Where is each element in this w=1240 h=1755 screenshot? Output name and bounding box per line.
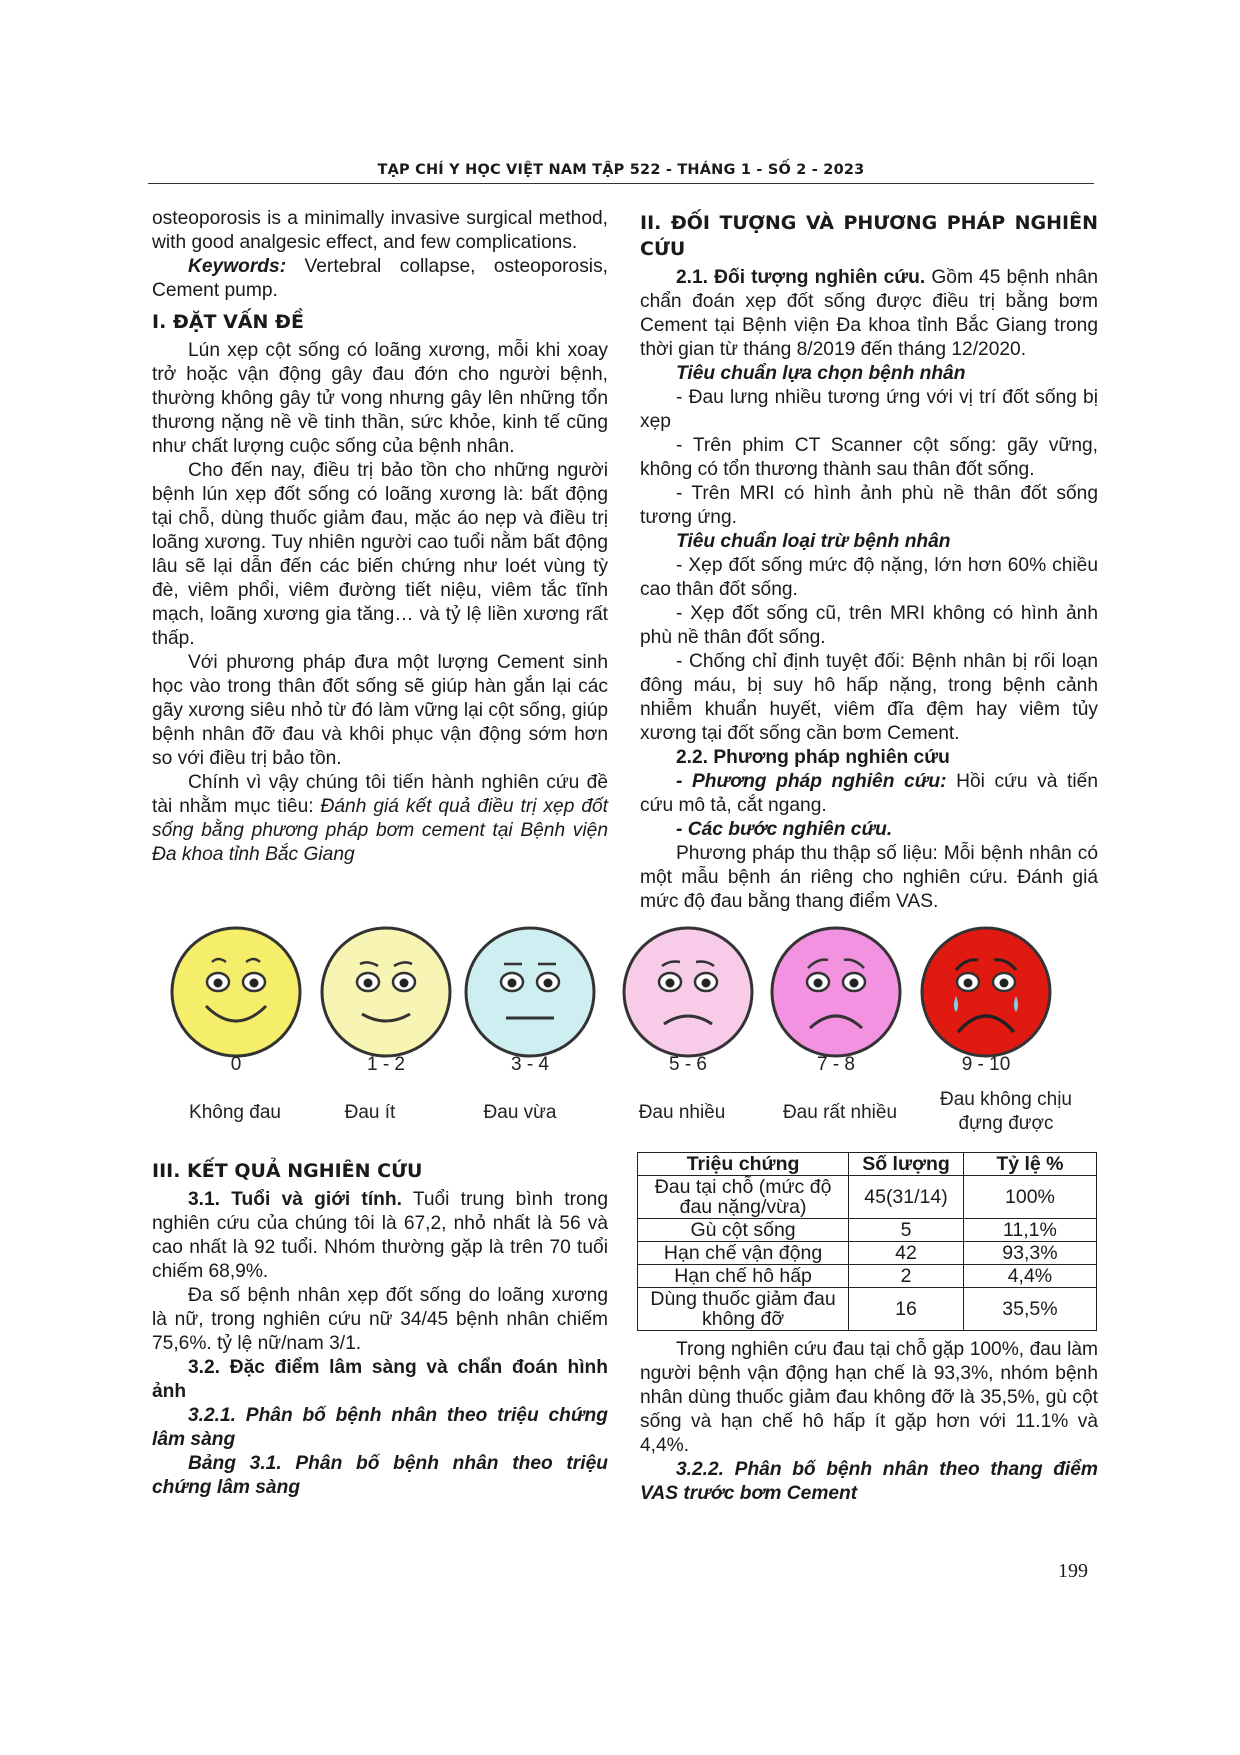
inclusion-item: - Trên phim CT Scanner cột sống: gãy vững, không có tổn thương thành sau thân đốt sống.: [640, 435, 1098, 480]
intro-paragraph-4: [152, 771, 608, 867]
subjects-paragraph: [640, 266, 1098, 362]
vas-pain-scale-figure: [160, 916, 1100, 1150]
exclusion-title: Tiêu chuẩn loại trừ bệnh nhân: [676, 531, 951, 552]
keywords-text: Vertebral collapse, osteoporosis, Cement pump.: [152, 256, 608, 301]
table-row: [638, 1242, 1097, 1265]
table-cell: Hạn chế hô hấp: [638, 1265, 849, 1288]
intro-paragraph-1: Lún xẹp cột sống có loãng xương, mỗi khi xoay trở hoặc vận động gây đau đớn cho người bệnh, thường không gây tử vong nhưng gây lên những tổn thương nặng nề về tinh thần, sức khỏe, kinh tế cũng như chất lượng cuộc sống của bệnh nhân.: [152, 340, 608, 457]
section-1-title: I. ĐẶT VẤN ĐỀ: [152, 311, 304, 333]
face-unbearable-pain: [922, 928, 1050, 1056]
exclusion-item: - Xẹp đốt sống cũ, trên MRI không có hình ảnh phù nề thân đốt sống.: [640, 603, 1098, 648]
method-text: Hồi cứu và tiến cứu mô tả, cắt ngang.: [640, 771, 1098, 816]
table-cell: 93,3%: [963, 1242, 1096, 1265]
page-number: 199: [1058, 1560, 1088, 1582]
vas-score: 1 - 2: [366, 1054, 406, 1075]
face-very-severe-pain: [772, 928, 900, 1056]
vas-score: 5 - 6: [668, 1054, 708, 1075]
vas-label: Đau vừa: [483, 1102, 557, 1123]
table-caption: Bảng 3.1. Phân bố bệnh nhân theo triệu chứng lâm sàng: [152, 1453, 608, 1498]
table-cell: Đau tại chỗ (mức độ đau nặng/vừa): [638, 1176, 849, 1219]
gender-paragraph: Đa số bệnh nhân xẹp đốt sống do loãng xương là nữ, trong nghiên cứu nữ 34/45 bệnh nhân chiếm 75,6%. tỷ lệ nữ/nam 3/1.: [152, 1285, 608, 1354]
exclusion-item: - Chống chỉ định tuyệt đối: Bệnh nhân bị rối loạn đông máu, bị suy hô hấp nặng, trong bệnh cảnh nhiễm khuẩn huyết, viêm đĩa đệm hay viêm tủy xương tại đốt sống cần bơm Cement.: [640, 651, 1098, 744]
vas-label-line: Đau không chịu: [939, 1089, 1073, 1110]
running-header: TẠP CHÍ Y HỌC VIỆT NAM TẬP 522 - THÁNG 1 - SỐ 2 - 2023: [377, 162, 865, 178]
s321-title: 3.2.1. Phân bố bệnh nhân theo triệu chứng lâm sàng: [152, 1405, 608, 1450]
section-2-title: II. ĐỐI TƯỢNG VÀ PHƯƠNG PHÁP NGHIÊN CỨU: [640, 212, 1098, 260]
table-cell: Gù cột sống: [638, 1219, 849, 1242]
table-cell: 4,4%: [963, 1265, 1096, 1288]
method-paragraph: [640, 770, 1098, 818]
vas-label: Đau nhiều: [638, 1102, 726, 1123]
vas-score: 3 - 4: [510, 1054, 550, 1075]
intro-paragraph-3: Với phương pháp đưa một lượng Cement sinh học vào trong thân đốt sống sẽ giúp hàn gắn lại các gãy xương siêu nhỏ từ đó làm vững lại cột sống, giúp bệnh nhân đỡ đau và khôi phục vận động sớm hơn so với điều trị bảo tồn.: [152, 652, 608, 769]
results-paragraph: Trong nghiên cứu đau tại chỗ gặp 100%, đau làm người bệnh vận động hạn chế là 93,3%, nhóm bệnh nhân dùng thuốc giảm đau không đỡ là 35,5%, gù cột sống và hạn chế hô hấp ít gặp hơn với 11.1% và 4,4%.: [640, 1339, 1098, 1456]
table-cell: 2: [849, 1265, 964, 1288]
s322-title: 3.2.2. Phân bố bệnh nhân theo thang điểm VAS trước bơm Cement: [640, 1459, 1098, 1504]
vas-label: Đau rất nhiều: [782, 1102, 898, 1123]
s21-title: 2.1. Đối tượng nghiên cứu.: [676, 267, 926, 288]
table-cell: 100%: [963, 1176, 1096, 1219]
left-column-top: [152, 207, 608, 867]
table-header: Tỷ lệ %: [963, 1153, 1096, 1176]
table-row: [638, 1219, 1097, 1242]
face-severe-pain: [624, 928, 752, 1056]
face-no-pain: [172, 928, 300, 1056]
table-cell: 45(31/14): [849, 1176, 964, 1219]
s22-title: 2.2. Phương pháp nghiên cứu: [676, 747, 950, 768]
vas-score: 9 - 10: [961, 1054, 1011, 1075]
table-cell: 5: [849, 1219, 964, 1242]
exclusion-item: - Xẹp đốt sống mức độ nặng, lớn hơn 60% chiều cao thân đốt sống.: [640, 555, 1098, 600]
objective-lead: Chính vì vậy chúng tôi tiến hành nghiên cứu đề tài nhằm mục tiêu:: [152, 772, 608, 817]
table-row: [638, 1265, 1097, 1288]
steps-label: - Các bước nghiên cứu.: [676, 819, 893, 840]
table-row: [638, 1288, 1097, 1331]
vas-label: [916, 1088, 1096, 1136]
left-column-bottom: [152, 1158, 608, 1500]
abstract-tail: osteoporosis is a minimally invasive surgical method, with good analgesic effect, and few complications.: [152, 208, 608, 253]
method-label: - Phương pháp nghiên cứu:: [676, 771, 947, 792]
vas-score: 0: [230, 1054, 242, 1075]
symptom-table: [637, 1152, 1097, 1331]
objective-text: Đánh giá kết quả điều trị xẹp đốt sống bằng phương pháp bơm cement tại Bệnh viện Đa khoa tỉnh Bắc Giang: [152, 796, 608, 865]
s21-text: Gồm 45 bệnh nhân chẩn đoán xẹp đốt sống được điều trị bằng bơm Cement tại Bệnh viện Đa khoa tỉnh Bắc Giang trong thời gian từ tháng 8/2019 đến tháng 12/2020.: [640, 267, 1098, 360]
table-cell: 11,1%: [963, 1219, 1096, 1242]
table-cell: 35,5%: [963, 1288, 1096, 1331]
section-3-title: III. KẾT QUẢ NGHIÊN CỨU: [152, 1160, 423, 1182]
s31-title: 3.1. Tuổi và giới tính.: [188, 1189, 402, 1210]
vas-label-line: đựng được: [958, 1113, 1054, 1134]
keywords-label: Keywords:: [188, 256, 287, 277]
right-column-bottom: [640, 1338, 1098, 1506]
table-cell: 16: [849, 1288, 964, 1331]
table-header-row: [638, 1153, 1097, 1176]
table-cell: Hạn chế vận động: [638, 1242, 849, 1265]
age-gender-paragraph: [152, 1188, 608, 1284]
table-cell: Dùng thuốc giảm đau không đỡ: [638, 1288, 849, 1331]
face-moderate-pain: [466, 928, 594, 1056]
intro-paragraph-2: Cho đến nay, điều trị bảo tồn cho những người bệnh lún xẹp đốt sống có loãng xương là: bất động tại chỗ, dùng thuốc giảm đau, mặc áo nẹp và điều trị loãng xương. Tuy nhiên người cao tuổi nằm bất động lâu sẽ lại dẫn đến các biến chứng như loét vùng tỳ đè, viêm phổi, viêm đường tiết niệu, viêm tắc tĩnh mạch, loãng xương gia tăng… và tỷ lệ liền xương rất thấp.: [152, 460, 608, 649]
inclusion-title: Tiêu chuẩn lựa chọn bệnh nhân: [676, 363, 966, 384]
table-cell: 42: [849, 1242, 964, 1265]
inclusion-item: - Trên MRI có hình ảnh phù nề thân đốt sống tương ứng.: [640, 483, 1098, 528]
vas-faces-svg: [160, 916, 1100, 1066]
vas-score: 7 - 8: [816, 1054, 856, 1075]
keywords: [152, 255, 608, 303]
s31-text: Tuổi trung bình trong nghiên cứu của chúng tôi là 67,2, nhỏ nhất là 56 và cao nhất là 92 tuổi. Nhóm thường gặp là trên 70 tuổi chiếm 68,9%.: [152, 1189, 608, 1282]
table-row: [638, 1176, 1097, 1219]
right-column-top: [640, 210, 1098, 914]
inclusion-item: - Đau lưng nhiều tương ứng với vị trí đốt sống bị xẹp: [640, 387, 1098, 432]
vas-label: Đau ít: [344, 1102, 396, 1123]
table-header: Triệu chứng: [638, 1153, 849, 1176]
vas-label: Không đau: [189, 1102, 281, 1123]
face-mild-pain: [322, 928, 450, 1056]
header-rule: [148, 183, 1094, 184]
s32-title: 3.2. Đặc điểm lâm sàng và chẩn đoán hình ảnh: [152, 1357, 608, 1402]
steps-text: Phương pháp thu thập số liệu: Mỗi bệnh nhân có một mẫu bệnh án riêng cho nghiên cứu. Đánh giá mức độ đau bằng thang điểm VAS.: [640, 843, 1098, 912]
table-header: Số lượng: [849, 1153, 964, 1176]
